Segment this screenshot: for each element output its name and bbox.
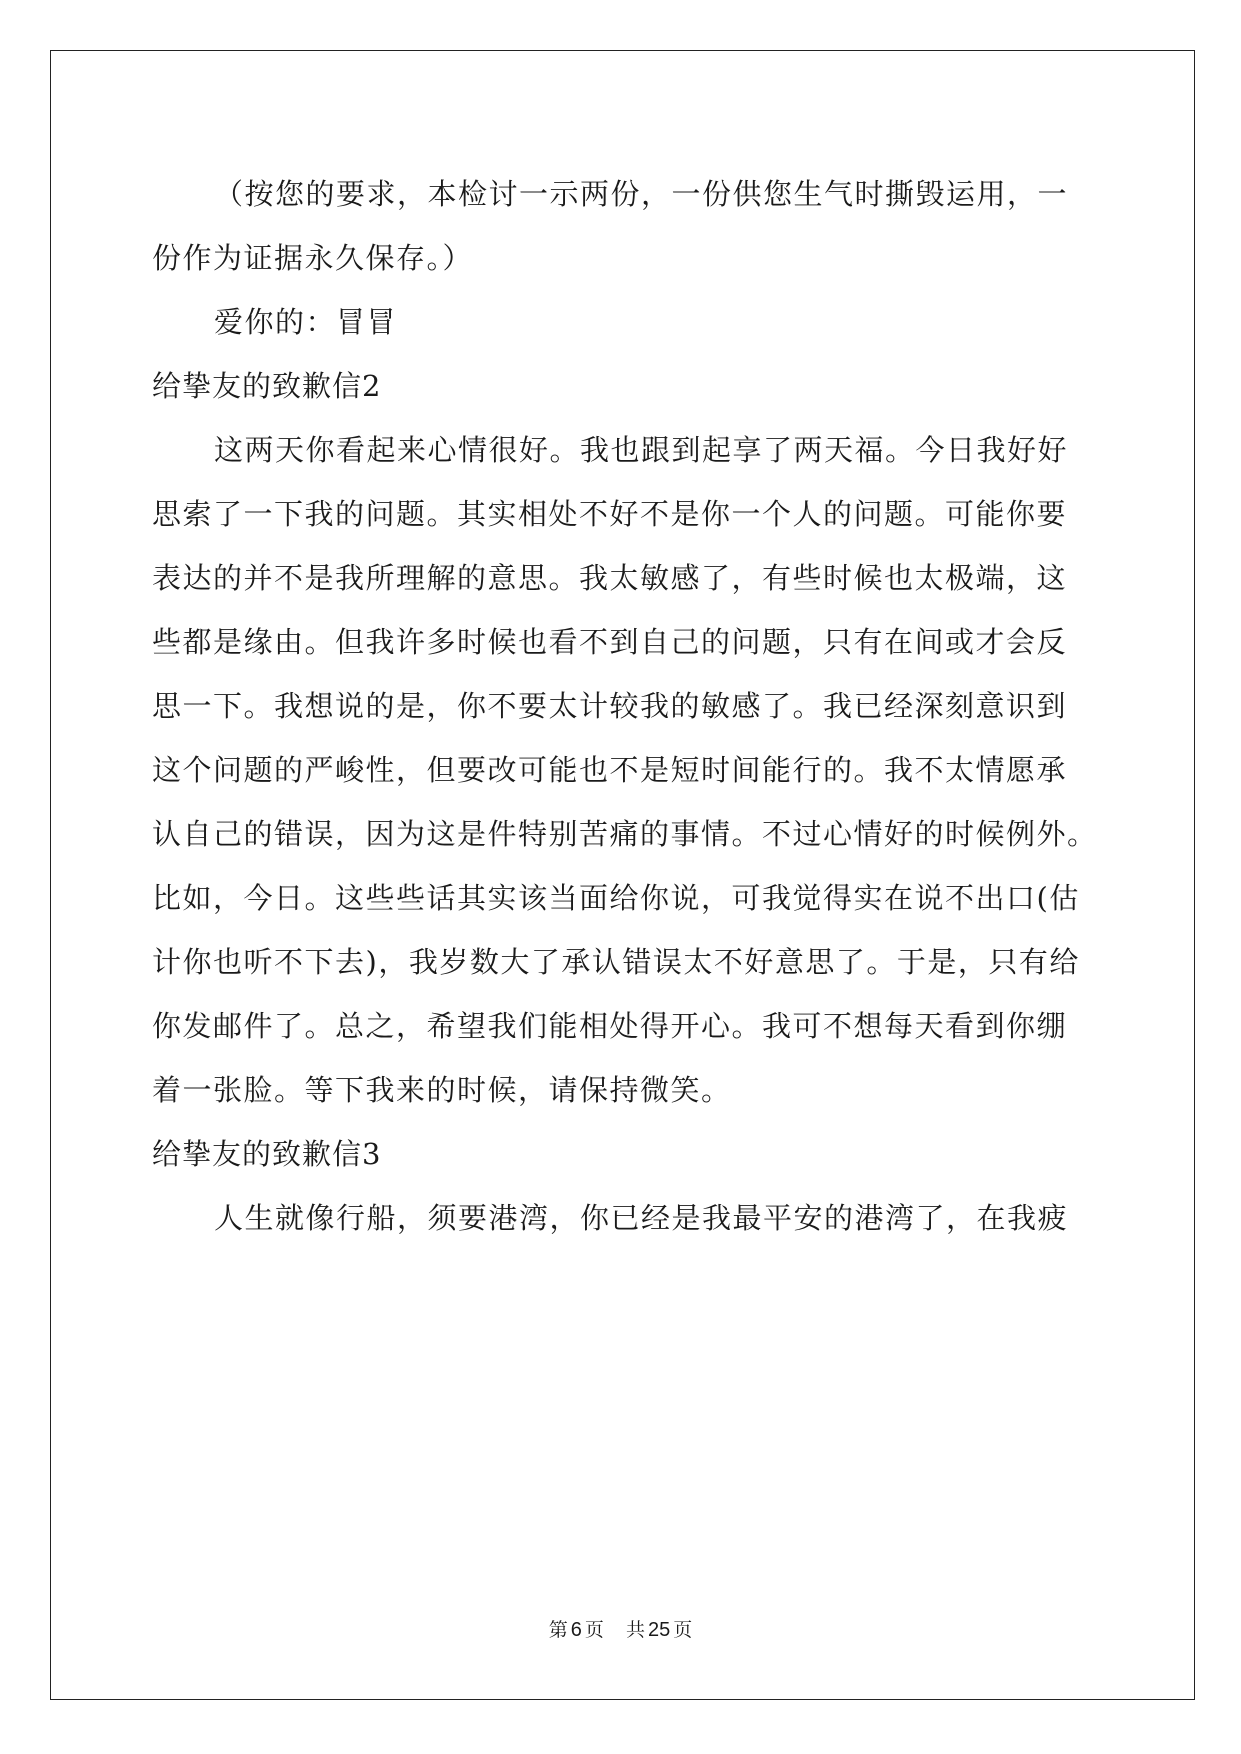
paragraph-line: 你发邮件了。总之，希望我们能相处得开心。我可不想每天看到你绷 [152, 1009, 1068, 1043]
paragraph-line: 思一下。我想说的是，你不要太计较我的敏感了。我已经深刻意识到 [152, 689, 1068, 723]
paragraph-line: 这个问题的严峻性，但要改可能也不是短时间能行的。我不太情愿承 [152, 753, 1068, 787]
paragraph-line: 人生就像行船，须要港湾，你已经是我最平安的港湾了，在我疲 [214, 1201, 1069, 1235]
paragraph-line: 些都是缘由。但我许多时候也看不到自己的问题，只有在间或才会反 [152, 625, 1068, 659]
signature-line: 爱你的：冒冒 [214, 305, 398, 339]
paragraph-line: 思索了一下我的问题。其实相处不好不是你一个人的问题。可能你要 [152, 497, 1068, 531]
page-prefix: 第 [548, 1619, 568, 1641]
paragraph-line: 这两天你看起来心情很好。我也跟到起享了两天福。今日我好好 [214, 433, 1069, 467]
page-suffix: 页 [584, 1619, 604, 1641]
page-total: 25 [647, 1619, 671, 1641]
paragraph-line: 表达的并不是我所理解的意思。我太敏感了，有些时候也太极端，这 [152, 561, 1068, 595]
paragraph-line: 比如，今日。这些些话其实该当面给你说，可我觉得实在说不出口(估 [152, 881, 1080, 915]
total-prefix: 共 [625, 1619, 645, 1641]
total-suffix: 页 [673, 1619, 693, 1641]
paragraph-line: 份作为证据永久保存。） [152, 241, 474, 275]
section-heading: 给挚友的致歉信2 [152, 369, 382, 403]
page-current: 6 [570, 1619, 582, 1641]
section-heading: 给挚友的致歉信3 [152, 1137, 382, 1171]
page-footer [0, 1618, 1241, 1642]
paragraph-line: 认自己的错误，因为这是件特别苦痛的事情。不过心情好的时候例外。 [152, 817, 1098, 851]
document-body [152, 162, 1102, 1250]
paragraph-line: 着一张脸。等下我来的时候，请保持微笑。 [152, 1073, 732, 1107]
paragraph-line: 计你也听不下去)，我岁数大了承认错误太不好意思了。于是，只有给 [152, 945, 1080, 979]
paragraph-line: （按您的要求，本检讨一示两份，一份供您生气时撕毁运用，一 [214, 177, 1069, 211]
